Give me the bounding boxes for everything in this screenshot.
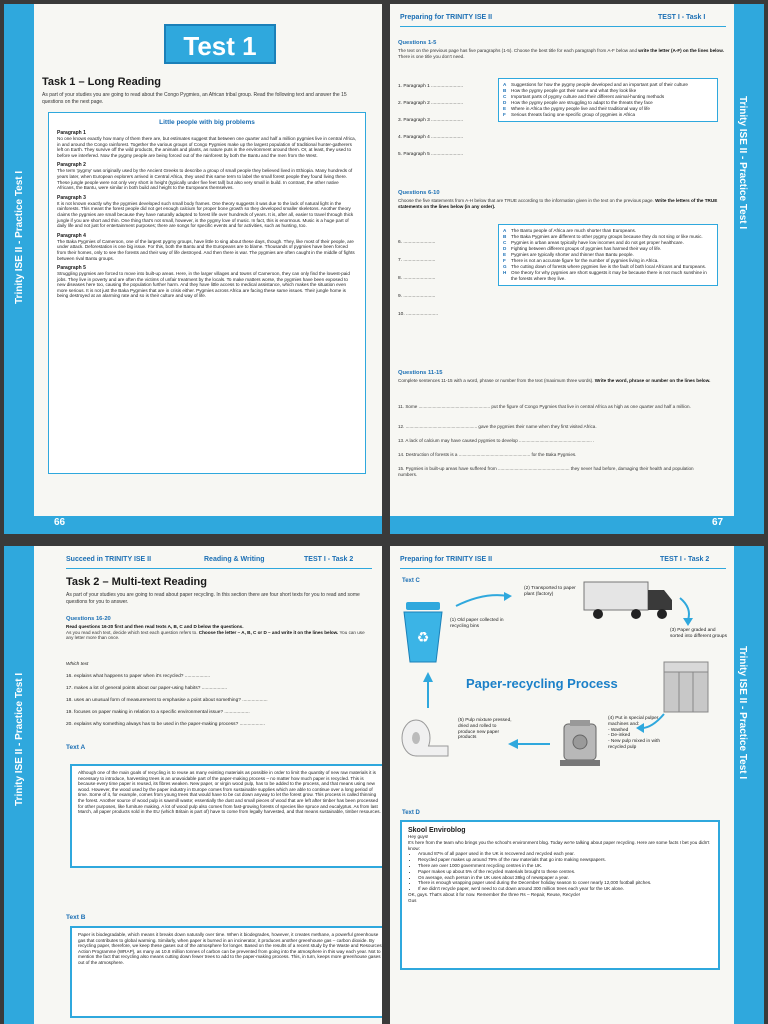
arrow-icon [676, 596, 696, 631]
option-item: C Important parts of pygmy culture and their different animal-hunting methods [503, 94, 665, 99]
paragraph-text: The Baka Pygmies of Cameroon, one of the largest pygmy groups, have little to sing about these days, though. They, like most of their people, are under attack. Deforestation is one big issue. For this, both the Bantu and the Europeans are to blame. Thousands of pygmies have been forced from their homes, only to see the forests and their way of life destroyed. And then there is war. The pygmies are often caught in the middle of fights between rival Bantu groups. [57, 238, 355, 261]
step-2-note: (2) Transported to paper plant (factory) [524, 586, 576, 597]
task-title: Task 1 – Long Reading [42, 76, 161, 88]
option-item: H One theory for why pygmies are short suggests it may be because there is not much sunshine in the forests where they live. [503, 270, 707, 281]
question-row[interactable]: 19. focuses on paper making in relation to a specific environmental issue? ................... [66, 710, 250, 715]
paragraph-text: The term 'pygmy' was originally used by the Ancient Greeks to describe a group of small people they believed lived in Ethiopia. Many hundreds of years later, when European explorers arrived in Central Africa, they used this same term to label the small forest people they found living there. These jungle people were not only very short in height (typically under five feet tall) but also very small in build. In contrast, the other native Africans, the Bantu, were similar in both build and height to the Europeans themselves. [57, 168, 353, 191]
questions-heading: Questions 6-10 [398, 190, 440, 196]
text-b-box [70, 926, 382, 1018]
list-item: • On average, each person in the UK uses about 38kg of newspaper a year. [418, 875, 712, 881]
step-5-note: (5) Pulp mixture pressed, dried and rolled to produce new paper products [458, 718, 512, 741]
list-item: • Recycled paper makes up around 79% of the raw materials that go into making newspapers. [418, 857, 712, 863]
list-item: • Around 87% of all paper used in the UK is recovered and recycled each year. [418, 851, 712, 857]
step-1-note: (1) Old paper collected in recycling bins [450, 618, 504, 629]
page-67 [390, 4, 764, 534]
pulper-machine-icon [556, 718, 604, 775]
header-left: Preparing for TRINITY ISE II [400, 14, 493, 21]
paragraph-text: No one knows exactly how many of them there are, but estimates suggest that between one quarter and half a million pygmies live in central Africa, in and around the Congo rainforest. Together the various groups of Congo Pygmies make up the largest population of traditional hunter-gatherers left on Earth. They survive off the wild products, the animals and plants, as nature puts in the environment around them. Or, at least, they used to before we interfered. Now the pygmy people are being forced out of the rainforest by both the Bantu and the men from the West. [57, 136, 357, 158]
completion-item[interactable]: 13. A lack of calcium may have caused pygmies to develop ......................................................... . [398, 438, 595, 443]
task-title: Task 2 – Multi-text Reading [66, 576, 207, 588]
question-row[interactable]: 20. explains why something always has to be used in the paper-making process? ................... [66, 722, 265, 727]
header-left: Preparing for TRINITY ISE II [400, 556, 493, 563]
text-b-title: Text B [66, 914, 86, 921]
text-c-title: Text C [402, 578, 420, 584]
option-item: D How the pygmy people are struggling to adapt to the threats they face [503, 100, 653, 105]
blog-outro: OK, guys. That's about it for now. Remember the three Rs – Repair, Reuse, Recycle! [408, 891, 581, 897]
answer-line[interactable]: 5. Paragraph 5 ........................ [398, 152, 464, 157]
option-item: A Suggestions for how the pygmy people developed and an important part of their culture [503, 82, 688, 87]
option-item: C Pygmies in urban areas typically have low incomes and do not get proper healthcare. [503, 240, 684, 245]
completion-item[interactable]: 14. Destruction of forests is a ........................................................ for the Baka Pygmies. [398, 452, 577, 457]
answer-line[interactable]: 9. ........................ [398, 294, 436, 299]
reading-title: Little people with big problems [159, 119, 255, 126]
question-row[interactable]: 17. makes a lot of general points about our paper-using habits? ................... [66, 686, 228, 691]
option-item: G The cutting down of forests where pygmies live is the fault of both local Africans and Europeans. [503, 264, 707, 269]
side-band-right [734, 4, 764, 534]
answer-line[interactable]: 1. Paragraph 1 ........................ [398, 84, 464, 89]
page-66 [4, 4, 382, 534]
arrow-icon [454, 590, 514, 615]
reading-text-box [48, 112, 366, 474]
list-item: • Paper makes up about 5% of the recycled materials brought to these centres. [418, 869, 712, 875]
side-label: Trinity ISE II - Practice Test I [14, 672, 25, 806]
arrow-icon [420, 670, 436, 715]
paper-roll-icon [400, 716, 452, 769]
option-item: B How the pygmy people got their name and what they look like [503, 88, 637, 93]
bottom-band [390, 516, 764, 534]
side-label: Trinity ISE II - Practice Test I [14, 170, 25, 304]
statement-options-box [498, 224, 718, 286]
option-item: B The Baka Pygmies are different to other pygmy groups because they do not sing or like music. [503, 234, 703, 239]
arrow-icon [508, 736, 552, 757]
questions-instructions: Complete sentences 11-15 with a word, phrase or number from the text (maximum three words). Write the word, phrase or number on the lines below. [398, 378, 711, 383]
text-a-title: Text A [66, 744, 86, 751]
questions-heading: Questions 1-5 [398, 40, 437, 46]
header-rule [66, 568, 372, 569]
list-item: • There are over 1000 government recycling centres in the UK. [418, 863, 712, 869]
question-row[interactable]: 18. uses an unusual form of measurement to emphasise a point about something? ................... [66, 698, 268, 703]
header-right: TEST I - Task 2 [660, 556, 710, 563]
questions-heading: Questions 11-15 [398, 370, 443, 376]
paragraph-text: It is not known exactly why the pygmies developed such small body frames. One theory suggests it was due to the lack of natural light in the rainforests. This meant the forest people did not get enough calcium for proper bone growth so they developed smaller skeletons. Another theory claims the pygmies are small because they have naturally adapted to forest life over hundreds of years. It is, after all, easier to travel through thick jungle if you are short and thin. One thing that's not small, however, is the pygmy love of music. In fact, this is enormous. Music is a huge part of daily life and not just for entertainment purposes; there are songs for specific events and for activities, such as hunting, too. [57, 200, 354, 229]
paragraph-heading: Paragraph 3 [57, 194, 86, 201]
blog-greeting: Hey guys! [408, 834, 429, 839]
paragraph-heading: Paragraph 1 [57, 130, 86, 136]
header-right: TEST I - Task 2 [304, 556, 354, 563]
completion-item[interactable]: 12. ........................................................ gave the pygmies their name when they first visited Africa. [398, 424, 597, 429]
text-d-box [400, 820, 720, 970]
text-a-box [70, 764, 382, 868]
questions-instructions: The text on the previous page has five paragraphs (1-5). Choose the best title for each paragraph from A-F below and write the letter (A-F) on the lines below. There is one title you don't need. [398, 48, 724, 59]
sorting-bins-icon [660, 658, 712, 719]
task-intro: As part of your studies you are going to read about the Congo Pygmies, an African tribal group. Read the following text and answer the 15 questions on the next page. [42, 92, 347, 105]
text-b-body: Paper is biodegradable, which means it breaks down naturally over time. When it biodegrades, however, it creates methane, a powerful greenhouse gas that contributes to global warming. Similarly, when paper is burned in an incinerator, it produces another greenhouse gas – carbon dioxide. By recycling paper, therefore, we keep these gases out of the atmosphere for longer. Based on the results of a recent study by the Waste and Resources Action Programme (WRAP), as many as 10.8 million tonnes of carbon can be prevented from going into the atmosphere in this way each year. Not to mention the fact that recycling also means cutting down fewer trees to add to the paper-making process. This, in turn, keeps more greenhouse gases out of the atmosphere. [78, 932, 382, 965]
blog-intro: It's here from the team who brings you the school's environment blog. Today we're talking about paper recycling. Here are some facts I bet you didn't know: [408, 839, 710, 851]
page-task2-left [4, 546, 382, 1024]
list-item: • If we didn't recycle paper, we'd need to cut down around 300 million trees each year for the UK alone. [418, 886, 712, 892]
page-number: 66 [54, 517, 66, 528]
step-4-note: (4) Put in special pulper machines and: - Washed - De-inked - New pulp mixed in with recycled pulp [608, 716, 660, 750]
option-item: A The Bantu people of Africa are much shorter than Europeans. [503, 228, 637, 233]
questions-instructions: Choose the five statements from A-H below that are TRUE according to the information given in the text on the previous page. Write the letters of the TRUE statements on the lines below (in any order). [398, 198, 718, 209]
option-item: D Fighting between different groups of pygmies has harmed their way of life. [503, 246, 662, 251]
side-label: Trinity ISE II - Practice Test I [737, 646, 748, 780]
truck-icon [582, 578, 674, 627]
text-a-body: Although one of the main goals of recycling is to reuse as many existing materials as possible in order to limit the quantity of new raw materials it is necessary to introduce, harvesting trees is an unavoidable part of the paper-making process – no matter how much paper is recycled. This is because every time paper is reused, its fibres weaken. New paper, or virgin wood pulp, has to be added to the process, and that means using new wood. However, the wood used by the paper industry in Europe comes from sustainable supplies which are able to continue over a long period of time. Some of it, for example, comes from young trees that would have to be cut down anyway to let the forest grow. This process is called thinning the forest. Another source of wood pulp is sawmill waste; essentially the dust and small pieces of wood that are left after timber has been processed for other purposes, like furniture making. A lot of wood pulp also comes from fast-growing forests of species like spruce and eucalyptus. As from last March, all paper products sold in the EU (which Britain is part of) have to come from legally harvested, and that means sustainable, timber resources. [78, 770, 381, 815]
blog-facts-list [408, 851, 712, 892]
option-item: E Where in Africa the pygmy people live and their traditional way of life [503, 106, 650, 111]
step-3-note: (3) Paper graded and sorted into different groups [670, 628, 727, 639]
paragraph-heading: Paragraph 5 [57, 265, 86, 272]
title-options-box [498, 78, 718, 122]
option-item: F There is not an accurate figure for the number of pygmies living in Africa. [503, 258, 659, 263]
answer-line[interactable]: 7. ........................ [398, 258, 436, 263]
side-band-right [734, 546, 764, 1024]
process-title: Paper-recycling Process [466, 676, 618, 691]
task-intro: As part of your studies you are going to read about paper recycling. In this section there are four short texts for you to read and some questions for you to answer. [66, 592, 360, 605]
page-number: 67 [712, 517, 724, 528]
question-row[interactable]: 16. explains what happens to paper when it's recycled? ................... [66, 674, 211, 679]
answer-line[interactable]: 6. ........................ [398, 240, 436, 245]
page-task2-right [390, 546, 764, 1024]
option-item: E Pygmies are typically shorter and thinner than Bantu people. [503, 252, 634, 257]
recycling-bin-icon [400, 600, 446, 669]
blog-signature: Gus [408, 897, 417, 903]
paragraph-text: Struggling pygmies are forced to move into built-up areas. Here, in the larger villages and towns of Cameroon, they can only find the lowest-paid jobs. They live in poverty and are often the victims of unfair treatment by the locals. To make matters worse, the pygmies have been exposed to new diseases here too, causing the population further harm. And they have little access to medical assistance, which makes the situation even more serious. It is not just the Baka Pygmies that are in crisis either. Pygmies across Africa are facing these same issues. Their jungle home is being destroyed at an alarming rate and so is their culture and way of life. [57, 271, 350, 299]
header-left: Succeed in TRINITY ISE II [66, 556, 152, 563]
completion-item[interactable]: 15. Pygmies in built-up areas have suffered from ........................................................ they never had before, damaging their health and population numbers. [398, 466, 694, 477]
answer-line[interactable]: 3. Paragraph 3 ........................ [398, 118, 464, 123]
paragraph-heading: Paragraph 4 [57, 232, 86, 239]
header-rule [400, 568, 726, 569]
answer-line[interactable]: 8. ........................ [398, 276, 436, 281]
option-item: F Serious threats facing one specific group of pygmies in Africa [503, 112, 636, 117]
paragraph-heading: Paragraph 2 [57, 162, 86, 169]
header-mid: Reading & Writing [204, 556, 265, 563]
answer-line[interactable]: 2. Paragraph 2 ........................ [398, 101, 464, 106]
side-label: Trinity ISE II - Practice Test I [737, 96, 748, 230]
list-item: • There is enough wrapping paper used during the December holiday season to cover nearly 12,000 football pitches. [418, 880, 712, 886]
header-rule [400, 26, 726, 27]
which-text-label: Which text [66, 662, 89, 667]
svg-text:♻: ♻ [416, 630, 430, 646]
completion-item[interactable]: 11. Some ........................................................ put the figure of Congo Pygmies that live in central Africa as high as one quarter and half a million. [398, 404, 691, 409]
questions-heading: Questions 16-20 [66, 616, 111, 622]
answer-line[interactable]: 10. ........................ [398, 312, 438, 317]
test-badge: Test 1 [164, 24, 276, 64]
header-right: TEST I - Task I [658, 14, 706, 21]
questions-instructions: Read questions 16-20 first and then read texts A, B, C and D below the questions. As you read each text, decide which text each question refers to. Choose the letter – A, B, C or D – and write it on the lines below. You can use any letter more than once. [66, 624, 365, 641]
answer-line[interactable]: 4. Paragraph 4 ........................ [398, 135, 464, 140]
text-d-title: Text D [402, 810, 420, 816]
blog-name: Skool Enviroblog [408, 827, 466, 834]
